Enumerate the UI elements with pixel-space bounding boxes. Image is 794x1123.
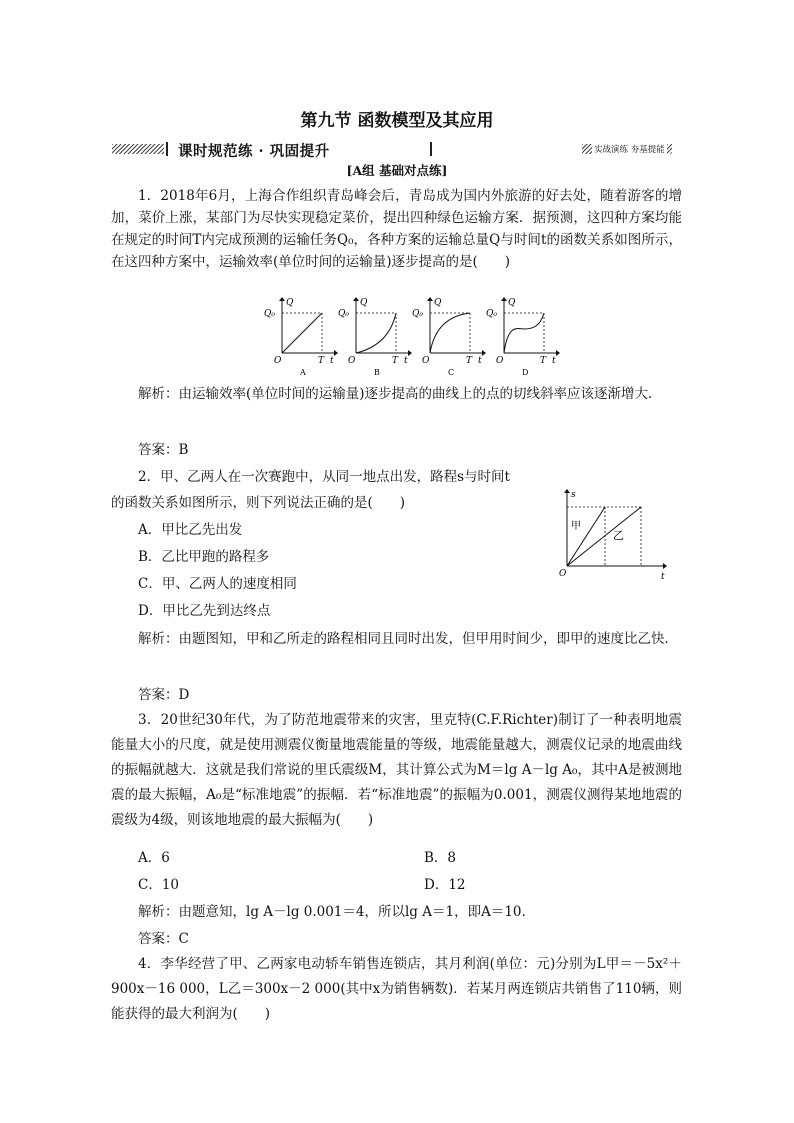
graph-b-q0: Q₀ xyxy=(338,309,349,319)
graph-c-o: O xyxy=(422,356,430,366)
graph-d-o: O xyxy=(496,356,504,366)
q2-label-yi: 乙 xyxy=(613,529,624,542)
graph-d-tcap: T xyxy=(540,356,547,366)
q2-axis-s: s xyxy=(571,490,576,500)
q2-option-b: B．乙比甲跑的路程多 xyxy=(138,549,270,565)
q3-option-b: B．8 xyxy=(424,850,457,866)
graph-d xyxy=(486,297,560,377)
q3-text: 3．20世纪30年代，为了防范地震带来的灾害，里克特(C.F.Richter)制订了一种表明地震能量大小的尺度，就是使用测震仪衡量地震能量的等级，地震能量越大，测震仪记录的地震曲线的振幅就越大．这就是我们常说的里氏震级M，其计算公式为M＝lg A－lg A₀，其中A是被测地震的最大振幅，A₀是“标准地震”的振幅．若“标准地震”的振幅为0.001，测震仪测得某地地震的震级为4级，则该地地震的最大振幅为( ) xyxy=(111,712,682,828)
graph-b-o: O xyxy=(348,356,356,366)
q2-line1: 2．甲、乙两人在一次赛跑中，从同一地点出发，路程s与时间t xyxy=(138,469,510,485)
band-divider-left xyxy=(166,142,168,156)
q2-label-jia: 甲 xyxy=(571,521,581,532)
graph-a-t: t xyxy=(330,356,334,366)
q1-text: 1．2018年6月，上海合作组织青岛峰会后，青岛成为国内外旅游的好去处，随着游客的增加，菜价上涨，某部门为尽快实现稳定菜价，提出四种绿色运输方案．据预测，这四种方案均能在规定的时间T内完成预测的运输任务Q₀，各种方案的运输总量Q与时间t的函数关系如图所示，在这四种方案中，运输效率(单位时间的运输量)逐步提高的是( ) xyxy=(111,188,682,270)
q2-axis-o: O xyxy=(559,569,567,579)
q2-option-a: A．甲比乙先出发 xyxy=(138,522,243,538)
graph-d-t: t xyxy=(552,356,556,366)
q3-option-c: C．10 xyxy=(138,877,180,893)
section-band xyxy=(112,140,672,158)
graph-a-q: Q xyxy=(286,298,294,308)
graph-d-q0: Q₀ xyxy=(486,309,497,319)
graph-a-tcap: T xyxy=(318,356,325,366)
q3-analysis: 解析：由题意知，lg A－lg 0.001＝4，所以lg A＝1，即A＝10. xyxy=(138,904,526,920)
q1-graphs xyxy=(260,293,560,377)
graph-a-o: O xyxy=(274,356,282,366)
q3-option-a: A．6 xyxy=(138,850,170,866)
band-divider-right xyxy=(430,142,432,156)
q2-answer: 答案：D xyxy=(138,687,190,703)
q4-text: 4．李华经营了甲、乙两家电动轿车销售连锁店，其月利润(单位：元)分别为L甲＝－5x²＋900x－16 000，L乙＝300x－2 000(其中x为销售辆数)．若某月两连锁店共销售了110辆，则能获得的最大利润为( ) xyxy=(111,956,682,1022)
line-jia xyxy=(567,507,605,566)
graph-b-tcap: T xyxy=(392,356,399,366)
q3-answer: 答案：C xyxy=(138,931,189,947)
graph-a-label: A xyxy=(300,368,306,377)
graph-b-label: B xyxy=(374,368,380,377)
q3-option-d: D．12 xyxy=(424,877,466,893)
page-title: 第九节 函数模型及其应用 xyxy=(300,111,494,131)
q2-axis-t: t xyxy=(661,572,665,582)
line-yi xyxy=(567,507,641,566)
graph-c-tcap: T xyxy=(466,356,473,366)
graph-c-q: Q xyxy=(434,298,442,308)
q2-option-c: C．甲、乙两人的速度相同 xyxy=(138,576,297,592)
graph-b xyxy=(338,297,412,377)
graph-b-t: t xyxy=(404,356,408,366)
q1-analysis: 解析：由运输效率(单位时间的运输量)逐步提高的曲线上的点的切线斜率应该逐渐增大． xyxy=(138,386,662,402)
group-label: [A组 基础对点练] xyxy=(346,163,448,178)
q2-graph xyxy=(545,483,675,583)
graph-d-q: Q xyxy=(508,298,516,308)
graph-d-label: D xyxy=(522,368,529,377)
graph-b-q: Q xyxy=(360,298,368,308)
graph-a xyxy=(264,297,338,377)
band-hatch-left xyxy=(112,144,164,154)
graph-a-q0: Q₀ xyxy=(264,309,275,319)
q2-line2: 的函数关系如图所示，则下列说法正确的是( ) xyxy=(111,495,406,511)
graph-c-q0: Q₀ xyxy=(412,309,423,319)
q2-option-d: D．甲比乙先到达终点 xyxy=(138,603,271,619)
graph-c-t: t xyxy=(478,356,482,366)
band-title: 课时规范练 · 巩固提升 xyxy=(178,143,330,160)
q2-analysis: 解析：由题图知，甲和乙所走的路程相同且同时出发，但甲用时间少，即甲的速度比乙快． xyxy=(138,631,678,647)
graph-c xyxy=(412,297,486,377)
band-subtitle: 实战演练 夯基提能 xyxy=(594,145,665,155)
graph-c-label: C xyxy=(448,368,455,377)
q1-answer: 答案：B xyxy=(138,442,189,458)
